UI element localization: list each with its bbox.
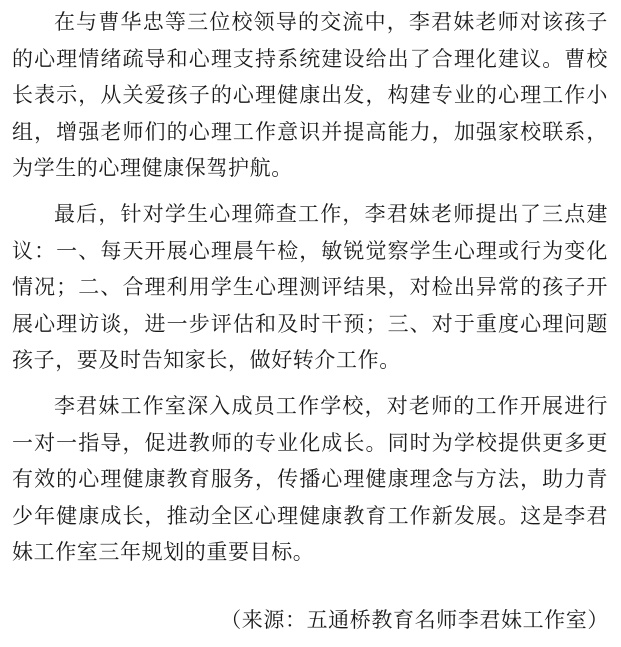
paragraph-1: 在与曹华忠等三位校领导的交流中，李君妹老师对该孩子的心理情绪疏导和心理支持系统建设给出了合理化建议。曹校长表示，从关爱孩子的心理健康出发，构建专业的心理工作小组，增强老师们的心理工作意识并提高能力，加强家校联系，为学生的心理健康保驾护航。 xyxy=(12,10,608,181)
paragraph-3: 李君妹工作室深入成员工作学校，对老师的工作开展进行一对一指导，促进教师的专业化成长。同时为学校提供更多更有效的心理健康教育服务，传播心理健康理念与方法，助力青少年健康成长，推动全区心理健康教育工作新发展。这是李君妹工作室三年规划的重要目标。 xyxy=(12,393,608,565)
article-body xyxy=(12,0,608,571)
source-attribution: （来源：五通桥教育名师李君妹工作室） xyxy=(220,608,609,632)
paragraph-2: 最后，针对学生心理筛查工作，李君妹老师提出了三点建议：一、每天开展心理晨午检，敏锐觉察学生心理或行为变化情况；二、合理利用学生心理测评结果，对检出异常的孩子开展心理访谈，进一步评估和及时干预；三、对于重度心理问题孩子，要及时告知家长，做好转介工作。 xyxy=(12,201,608,373)
